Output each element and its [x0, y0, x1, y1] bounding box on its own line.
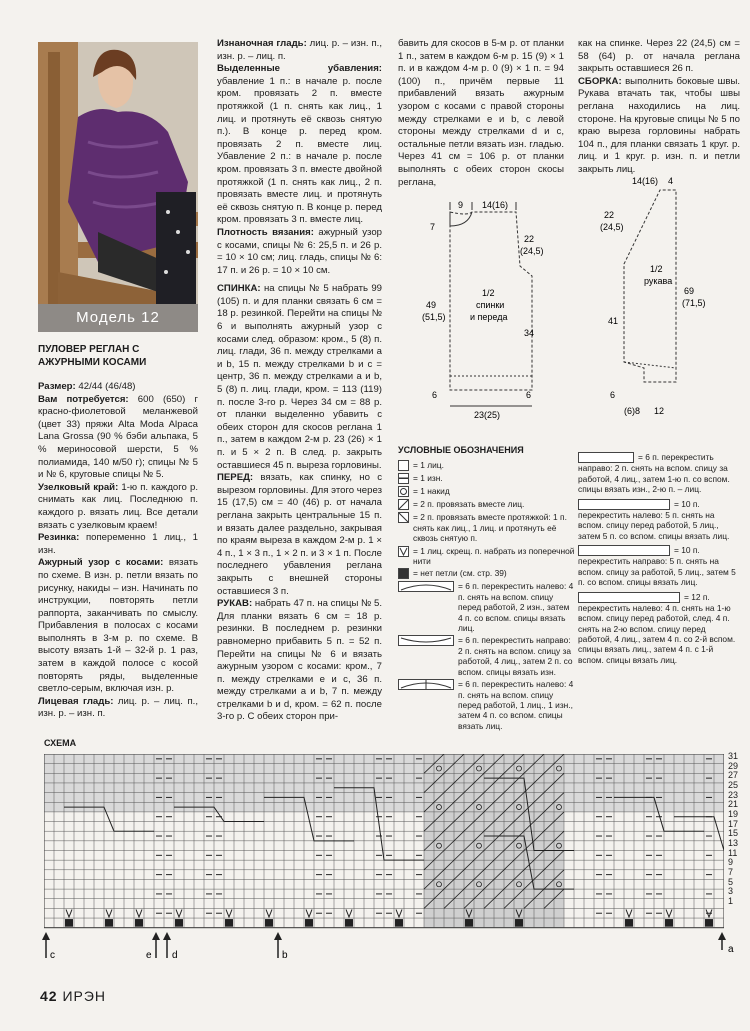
legend-text: = 2 п. провязать вместе протяжкой: 1 п. снять как лиц., 1 лиц. и протянуть её сквозь снятую п. — [413, 512, 567, 544]
bp-top-1: 14(16) — [482, 200, 509, 210]
yarn-over-icon — [398, 486, 409, 497]
no-stitch-mark — [515, 919, 523, 927]
legend — [398, 445, 576, 733]
legend-item — [398, 486, 576, 497]
legend-text: = 2 п. провязать вместе лиц. — [413, 499, 525, 510]
legend-item — [398, 635, 576, 677]
c4-t1: выполнить боковые швы. Рукава втачать так, чтобы швы реглана находились на лиц. стороне. На круговые спицы № 5 по краю выреза горловины набрать 104 п., для планки связать 1 круг. р. лиц. и 1 круг. р. изн. п. и петли закрыть лиц. — [578, 75, 740, 175]
make-one-mark — [136, 909, 142, 917]
legend-item — [398, 546, 576, 567]
bp-top-0: 9 — [458, 200, 464, 210]
row-number: 7 — [728, 866, 734, 877]
model-photo-illustration — [38, 42, 198, 332]
cable-6-right-icon — [398, 635, 454, 646]
arrow-c-label: c — [50, 950, 55, 961]
bp-center-0: 1/2 — [482, 288, 495, 298]
column-3 — [398, 38, 564, 189]
legend-item — [398, 581, 576, 633]
c4-p0 — [578, 38, 740, 76]
c2-p2 — [217, 227, 382, 277]
no-stitch-mark — [135, 919, 143, 927]
sleeve-pattern-diagram — [596, 172, 736, 422]
no-stitch-mark — [265, 919, 273, 927]
sp-left-mid: 41 — [608, 316, 619, 326]
arrow-d-label: d — [172, 950, 178, 961]
c2-h0: Изнаночная гладь: — [217, 38, 307, 49]
make-one-mark — [226, 909, 232, 917]
legend-right — [578, 452, 740, 669]
c4-h1: СБОРКА: — [578, 75, 622, 87]
pattern-title: ПУЛОВЕР РЕГЛАН С АЖУРНЫМИ КОСАМИ — [38, 344, 147, 368]
chart-arrows — [40, 930, 740, 970]
sp-center-0: 1/2 — [650, 264, 663, 274]
cable-6-left-rib-icon — [398, 679, 454, 690]
row-number: 13 — [728, 837, 739, 848]
c2-h3: СПИНКА: — [217, 283, 261, 295]
c1-p2 — [38, 482, 198, 532]
sp-left-bottom: 6 — [610, 390, 616, 400]
legend-text: = 6 п. перекрестить направо: 2 п. снять на вспом. спицу за работой, 4 лиц., затем 1-ю п. со вспом. спицы вязать изн., 2-ю п. – лиц. — [578, 452, 730, 495]
legend-text: = 1 лиц. скрещ. п. набрать из поперечной нити — [413, 545, 575, 567]
cable-10-right-icon — [578, 545, 670, 556]
legend-text: = нет петли (см. стр. 39) — [413, 568, 507, 579]
legend-item — [398, 679, 576, 731]
cable-10-left-icon — [578, 499, 670, 510]
c1-p1 — [38, 394, 198, 482]
legend-text: = 1 накид — [413, 486, 450, 497]
body-pattern-diagram — [420, 196, 570, 422]
legend-text: = 10 п. перекрестить налево: 5 п. снять на вспом. спицу перед работой, 5 лиц., затем 5 п. со вспом. спицы вязать лиц. — [578, 498, 730, 541]
model-photo — [38, 42, 198, 332]
c2-t1: убавление 1 п.: в начале р. после кром. провязать 2 п. вместе протяжкой (1 п. снять как лиц., 1 лиц. и протянуть её сквозь снятую п.). В конце р. перед кром. провязать 2 п. вместе лиц. Убавление 2 п.: в начале р. после кром. провязать 3 п. вместе двойной протяжкой (1 п. снять как лиц., 2 п. провязать вместе лиц. и протянуть её сквозь снятую п. В конце р. перед кром. провязать 3 п. вместе лиц. — [217, 75, 382, 226]
no-stitch-mark — [705, 919, 713, 927]
c2-t2: ажурный узор с косами, спицы № 6: 25,5 п. и 26 р. = 10 × 10 см; лиц. гладь, спицы № 6: 17 п. и 26 р. = 10 × 10 см. — [217, 226, 382, 276]
knit-symbol-icon — [398, 460, 409, 471]
sp-center-1: рукава — [644, 276, 673, 286]
c2-p0 — [217, 38, 382, 63]
page-footer — [40, 988, 106, 1004]
make-one-mark — [626, 909, 632, 917]
c2-p3 — [217, 283, 382, 472]
arrow-b-label: b — [282, 950, 288, 961]
row-number: 21 — [728, 799, 739, 810]
bp-right-bottom: 6 — [526, 390, 532, 400]
bp-right-upper-0: 22 — [524, 234, 535, 244]
no-stitch-mark — [305, 919, 313, 927]
row-number: 3 — [728, 886, 734, 897]
sp-bottom-1: 12 — [654, 406, 665, 416]
bp-right-upper-1: (24,5) — [520, 246, 544, 256]
legend-text: = 6 п. перекрестить направо: 2 п. снять на вспом. спицу за работой, 4 лиц., затем 2 п. со вспом. спицы вязать изн. — [458, 635, 573, 677]
sp-top-0: 14(16) — [632, 176, 659, 186]
c1-t5: лиц. р. – лиц. п., изн. р. – изн. п. — [38, 695, 198, 720]
schema-title: СХЕМА — [44, 738, 77, 748]
make-one-mark — [176, 909, 182, 917]
make-one-mark — [346, 909, 352, 917]
legend-item — [578, 545, 740, 588]
row-number: 27 — [728, 770, 739, 781]
row-number: 11 — [728, 847, 738, 858]
make-one-mark — [66, 909, 72, 917]
c2-t0: лиц. р. – изн. п., изн. р. – лиц. п. — [217, 38, 382, 62]
c1-t1: 600 (650) г красно-фиолетовой меланжевой (цвет 33) пряжи Alta Moda Alpaca Lana Grossa (90 % бэби альпака, 5 % мериносовой шерсти, 5 % полиамида, 140 м/50 г); спицы № 5 и № 6, круговые спицы № 5. — [38, 393, 198, 481]
sp-right-mid-1: (71,5) — [682, 298, 706, 308]
legend-item — [398, 568, 576, 579]
legend-title: УСЛОВНЫЕ ОБОЗНАЧЕНИЯ — [398, 445, 524, 455]
c2-t3: на спицы № 5 набрать 99 (105) п. и для планки связать 6 см = 18 р. резинкой. Перейти на спицы № 6 и выполнять ажурный узор с косами след. образом: кром., 5 (8) п. лиц. глади, 36 п. между стрелками a и b, 15 п. между стрелками b и c = центр, 36 п. между стрелками a и b, 5 (8) п. лиц. глади, кром. = 113 (119) п. после 3-го р. Через 34 см = 88 р. от планки выделенно убавить с обеих сторон для скосов реглана 1 п., затем в каждом 2-м р. 23 (26) × 1 п. и 5 × 2 п. В след. р. закрыть оставшиеся 45 п. выреза горловины. — [217, 283, 382, 471]
c2-h4: ПЕРЕД: — [217, 472, 254, 484]
row-number: 5 — [728, 876, 734, 887]
c4-t0: как на спинке. Через 22 (24,5) см = 58 (64) р. от начала реглана закрыть оставшиеся 26 п. — [578, 38, 740, 75]
cable-6-left-icon — [398, 581, 454, 592]
arrow-a-label: a — [728, 944, 734, 955]
no-stitch-mark — [625, 919, 633, 927]
no-stitch-mark — [175, 919, 183, 927]
row-number: 25 — [728, 779, 739, 790]
row-number: 29 — [728, 760, 739, 771]
arrow-e-label: e — [146, 950, 152, 961]
legend-text: = 10 п. перекрестить направо: 5 п. снять на вспом. спицу за работой, 5 лиц., затем 5 п. со вспом. спицы вязать лиц. — [578, 545, 736, 588]
row-number: 1 — [728, 895, 734, 906]
c2-p5 — [217, 598, 382, 724]
bp-bottom: 23(25) — [474, 410, 501, 420]
c2-h1: Выделенные убавления: — [217, 63, 382, 75]
c1-t4: вязать по схеме. В изн. р. петли вязать по рисунку, накиды – изн. Начинать по инструкции, повторять петли раппорта, заканчивать по смыслу. Прибавления в полосах с косами выполнять в 3-м р. по схеме. В высоту вязать 1-й – 32-й р. 1 раз, затем в каждой полосе с косой повторять ряды, выделенные светло-серым, включая изн. р. — [38, 557, 198, 695]
c4-p1 — [578, 76, 740, 177]
c1-p3 — [38, 532, 198, 557]
row-numbers — [728, 752, 748, 907]
sp-right-mid-0: 69 — [684, 286, 695, 296]
sp-top-1: 4 — [668, 176, 674, 186]
legend-text: = 6 п. перекрестить налево: 4 п. снять на вспом. спицу перед работой, 1 лиц., 1 изн., затем 4 п. со вспом. спицы вязать лиц. — [458, 679, 574, 731]
bp-left-bottom: 6 — [432, 390, 438, 400]
legend-text: = 1 изн. — [413, 473, 443, 484]
bp-right-mid: 34 — [524, 328, 535, 338]
c2-h2: Плотность вязания: — [217, 226, 314, 238]
legend-item — [398, 473, 576, 484]
purl-symbol-icon — [398, 473, 409, 484]
legend-text: = 1 лиц. — [413, 460, 444, 471]
c2-h5: РУКАВ: — [217, 598, 253, 610]
legend-item — [398, 512, 576, 543]
c1-t0: 42/44 (46/48) — [75, 381, 136, 392]
knitting-chart — [44, 754, 724, 930]
no-stitch-mark — [65, 919, 73, 927]
ssk-icon — [398, 512, 409, 523]
c1-h3: Резинка: — [38, 532, 80, 544]
legend-text: = 12 п. перекрестить налево: 4 п. снять на 1-ю вспом. спицу перед работой, след. 4 п. снять на 2-ю вспом. спицу перед работой, 4 лиц., затем 4 п. со 2-й вспом. спицы вязать лиц., затем 4 п. с 1-й вспом. спицы вязать лиц. — [578, 591, 736, 665]
column-1 — [38, 381, 198, 721]
make-one-mark — [106, 909, 112, 917]
c2-t4: вязать, как спинку, но с вырезом горловины. Для этого через 15 (17,5) см = 40 (46) р. от начала реглана закрыть центральные 15 п. и вязать далее раздельно, закрывая по краям выреза в каждом 2-м р. 1 × 4 п., 1 × 3 п., 1 × 2 п. и 3 × 1 п. После последнего убавления реглана закрыть с внешней стороны оставшиеся 3 п. — [217, 472, 382, 597]
model-label: Модель 12 — [38, 304, 198, 332]
c1-p4 — [38, 557, 198, 696]
c3-text: бавить для скосов в 5-м р. от планки 1 п., затем в каждом 6-м р. 15 (9) × 1 п. и в каждом 4-м р. 0 (9) × 1 п. = 94 (100) п., причём первые 11 прибавлений вязать ажурным узором с косами с правой стороны между стрелками e и b, с левой стороны между стрелками d и c, остальные петли вязать изн. гладью. Через 41 см = 106 р. от планки выполнять с обеих сторон скосы реглана, — [398, 38, 564, 188]
c1-h0: Размер: — [38, 381, 76, 392]
row-number: 19 — [728, 808, 739, 819]
c1-t2: 1-ю п. каждого р. снимать как лиц. Последнюю п. каждого р. вязать лиц. Все детали вязать с узелковым краем! — [38, 481, 198, 531]
bp-center-2: и переда — [470, 312, 508, 322]
make-one-icon — [398, 546, 409, 557]
column-4 — [578, 38, 740, 177]
legend-text: = 6 п. перекрестить налево: 4 п. снять на вспом. спицу перед работой, 2 изн., затем 4 п. со вспом. спицы вязать лиц. — [458, 581, 574, 634]
c1-h1: Вам потребуется: — [38, 393, 129, 405]
k2tog-icon — [398, 499, 409, 510]
legend-item — [578, 592, 740, 666]
bp-left-mid-0: 49 — [426, 300, 437, 310]
page-number: 42 — [40, 988, 58, 1004]
row-number: 31 — [728, 751, 739, 761]
c1-h5: Лицевая гладь: — [38, 695, 114, 707]
legend-item — [578, 452, 740, 495]
bp-center-1: спинки — [476, 300, 505, 310]
legend-item — [398, 460, 576, 471]
no-stitch-mark — [345, 919, 353, 927]
column-2 — [217, 38, 382, 724]
c2-t5: набрать 47 п. на спицы № 5. Для планки вязать 6 см = 18 р. резинки. В последнем р. резинки равномерно прибавить 5 п. = 52 п. Перейти на спицы № 6 и вязать ажурным узором с косами: кром., 7 п. между стрелками e и c, 36 п. между стрелками a и b, 7 п. между стрелками b и d, кром. = 62 п. после 3-го р. С обеих сторон при- — [217, 598, 382, 723]
sp-left-upper-1: (24,5) — [600, 222, 624, 232]
c2-p4 — [217, 472, 382, 598]
make-one-mark — [666, 909, 672, 917]
magazine-name: ИРЭН — [62, 988, 107, 1004]
bp-left-upper: 7 — [430, 222, 436, 232]
no-stitch-mark — [395, 919, 403, 927]
legend-item — [578, 499, 740, 542]
make-one-mark — [266, 909, 272, 917]
sp-bottom-0: (6)8 — [624, 406, 641, 416]
c1-p5 — [38, 696, 198, 721]
sp-left-upper-0: 22 — [604, 210, 615, 220]
c1-h2: Узелковый край: — [38, 481, 119, 493]
cable-12-left-icon — [578, 592, 680, 603]
row-number: 23 — [728, 789, 739, 800]
no-stitch-mark — [105, 919, 113, 927]
bp-left-mid-1: (51,5) — [422, 312, 446, 322]
make-one-mark — [396, 909, 402, 917]
c1-h4: Ажурный узор с косами: — [38, 557, 164, 569]
no-stitch-mark — [665, 919, 673, 927]
c1-t3: попеременно 1 лиц., 1 изн. — [38, 532, 198, 556]
row-number: 9 — [728, 857, 734, 868]
no-stitch-icon — [398, 568, 409, 579]
no-stitch-mark — [465, 919, 473, 927]
row-number: 15 — [728, 828, 739, 839]
c2-p1 — [217, 63, 382, 227]
make-one-mark — [306, 909, 312, 917]
c1-p0 — [38, 381, 198, 394]
no-stitch-mark — [225, 919, 233, 927]
legend-item — [398, 499, 576, 510]
cable-6-right-rib-icon — [578, 452, 634, 463]
row-number: 17 — [728, 818, 739, 829]
